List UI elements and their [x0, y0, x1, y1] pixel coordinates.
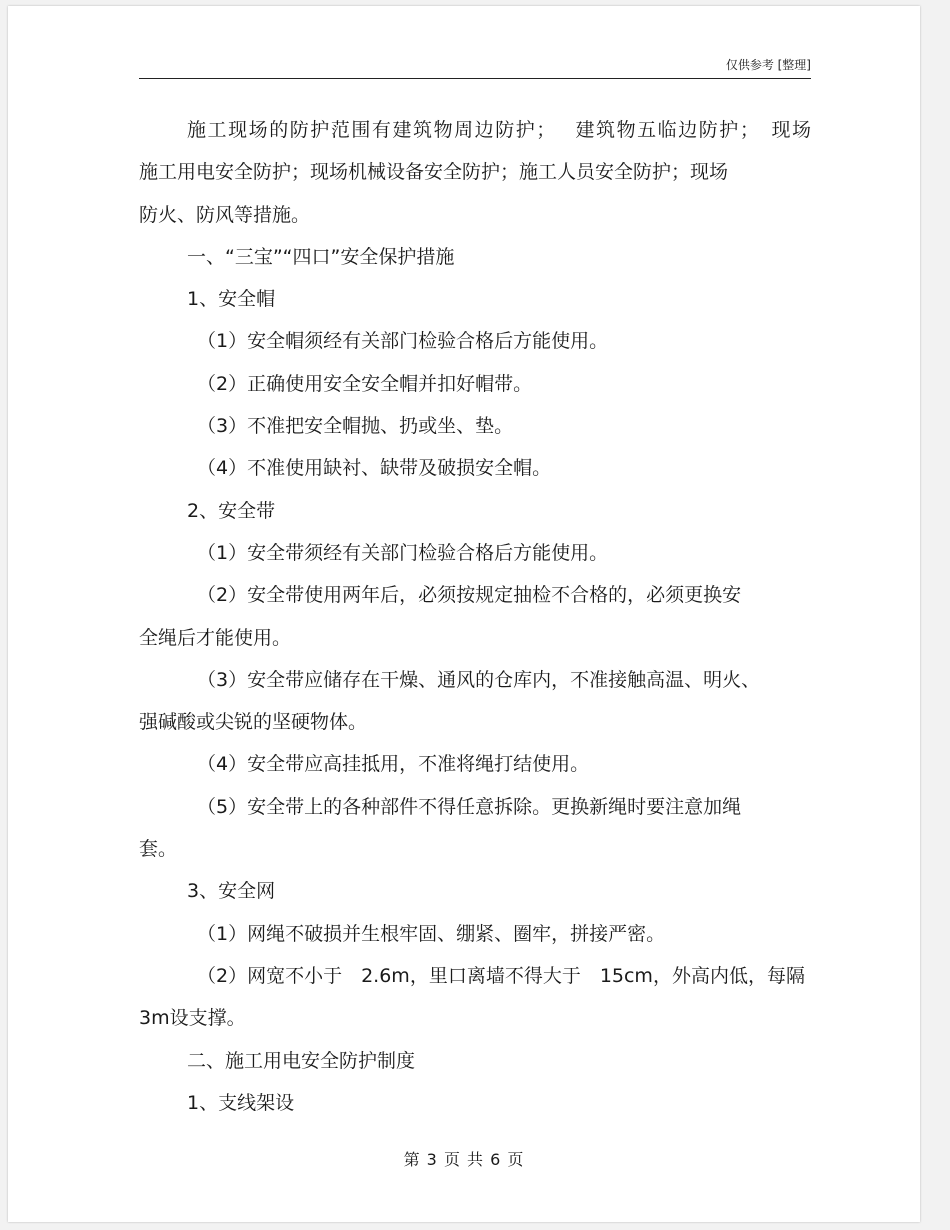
section-heading: 二、施工用电安全防护制度: [187, 1049, 416, 1072]
list-item-continuation: 全绳后才能使用。: [139, 626, 292, 649]
list-item: （4）安全带应高挂抵用，不准将绳打结使用。: [197, 753, 590, 776]
list-item: （1）安全帽须经有关部门检验合格后方能使用。: [197, 330, 609, 353]
list-item: （3）安全带应储存在干燥、通风的仓库内，不准接触高温、明火、: [197, 668, 761, 691]
list-item: （1）安全带须经有关部门检验合格后方能使用。: [197, 541, 609, 564]
paragraph-line: 防火、防风等措施。: [139, 203, 311, 226]
list-item-continuation: 套。: [139, 838, 178, 861]
list-item: （2）安全带使用两年后，必须按规定抽检不合格的，必须更换安: [197, 584, 742, 607]
document-page: [8, 6, 920, 1222]
subsection-heading: 3、安全网: [187, 880, 276, 903]
paragraph-line: 施工现场的防护范围有建筑物周边防护； 建筑物五临边防护； 现场: [187, 119, 811, 141]
list-item: （4）不准使用缺衬、缺带及破损安全帽。: [197, 457, 552, 480]
subsection-heading: 2、安全带: [187, 499, 276, 522]
document-body: [139, 109, 811, 1124]
page-header: [139, 50, 811, 79]
list-item-continuation: 强碱酸或尖锐的坚硬物体。: [139, 711, 368, 734]
subsection-heading: 1、支线架设: [187, 1091, 295, 1114]
page-footer: [8, 1147, 920, 1170]
subsection-heading: 1、安全帽: [187, 288, 276, 311]
paragraph-line: 施工用电安全防护；现场机械设备安全防护；施工人员安全防护；现场: [139, 161, 729, 184]
page-number: 第 3 页 共 6 页: [403, 1150, 525, 1169]
header-note: 仅供参考 [整理]: [725, 58, 811, 72]
list-item: （5）安全带上的各种部件不得任意拆除。更换新绳时要注意加绳: [197, 795, 742, 818]
list-item: （2）网宽不小于 2.6m，里口离墙不得大于 15cm，外高内低，每隔: [197, 964, 805, 987]
list-item: （1）网绳不破损并生根牢固、绷紧、圈牢，拼接严密。: [197, 922, 666, 945]
section-heading: 一、“三宝”“四口”安全保护措施: [187, 245, 455, 268]
list-item-continuation: 3m设支撑。: [139, 1007, 246, 1030]
list-item: （2）正确使用安全安全帽并扣好帽带。: [197, 372, 533, 395]
list-item: （3）不准把安全帽抛、扔或坐、垫。: [197, 415, 514, 438]
